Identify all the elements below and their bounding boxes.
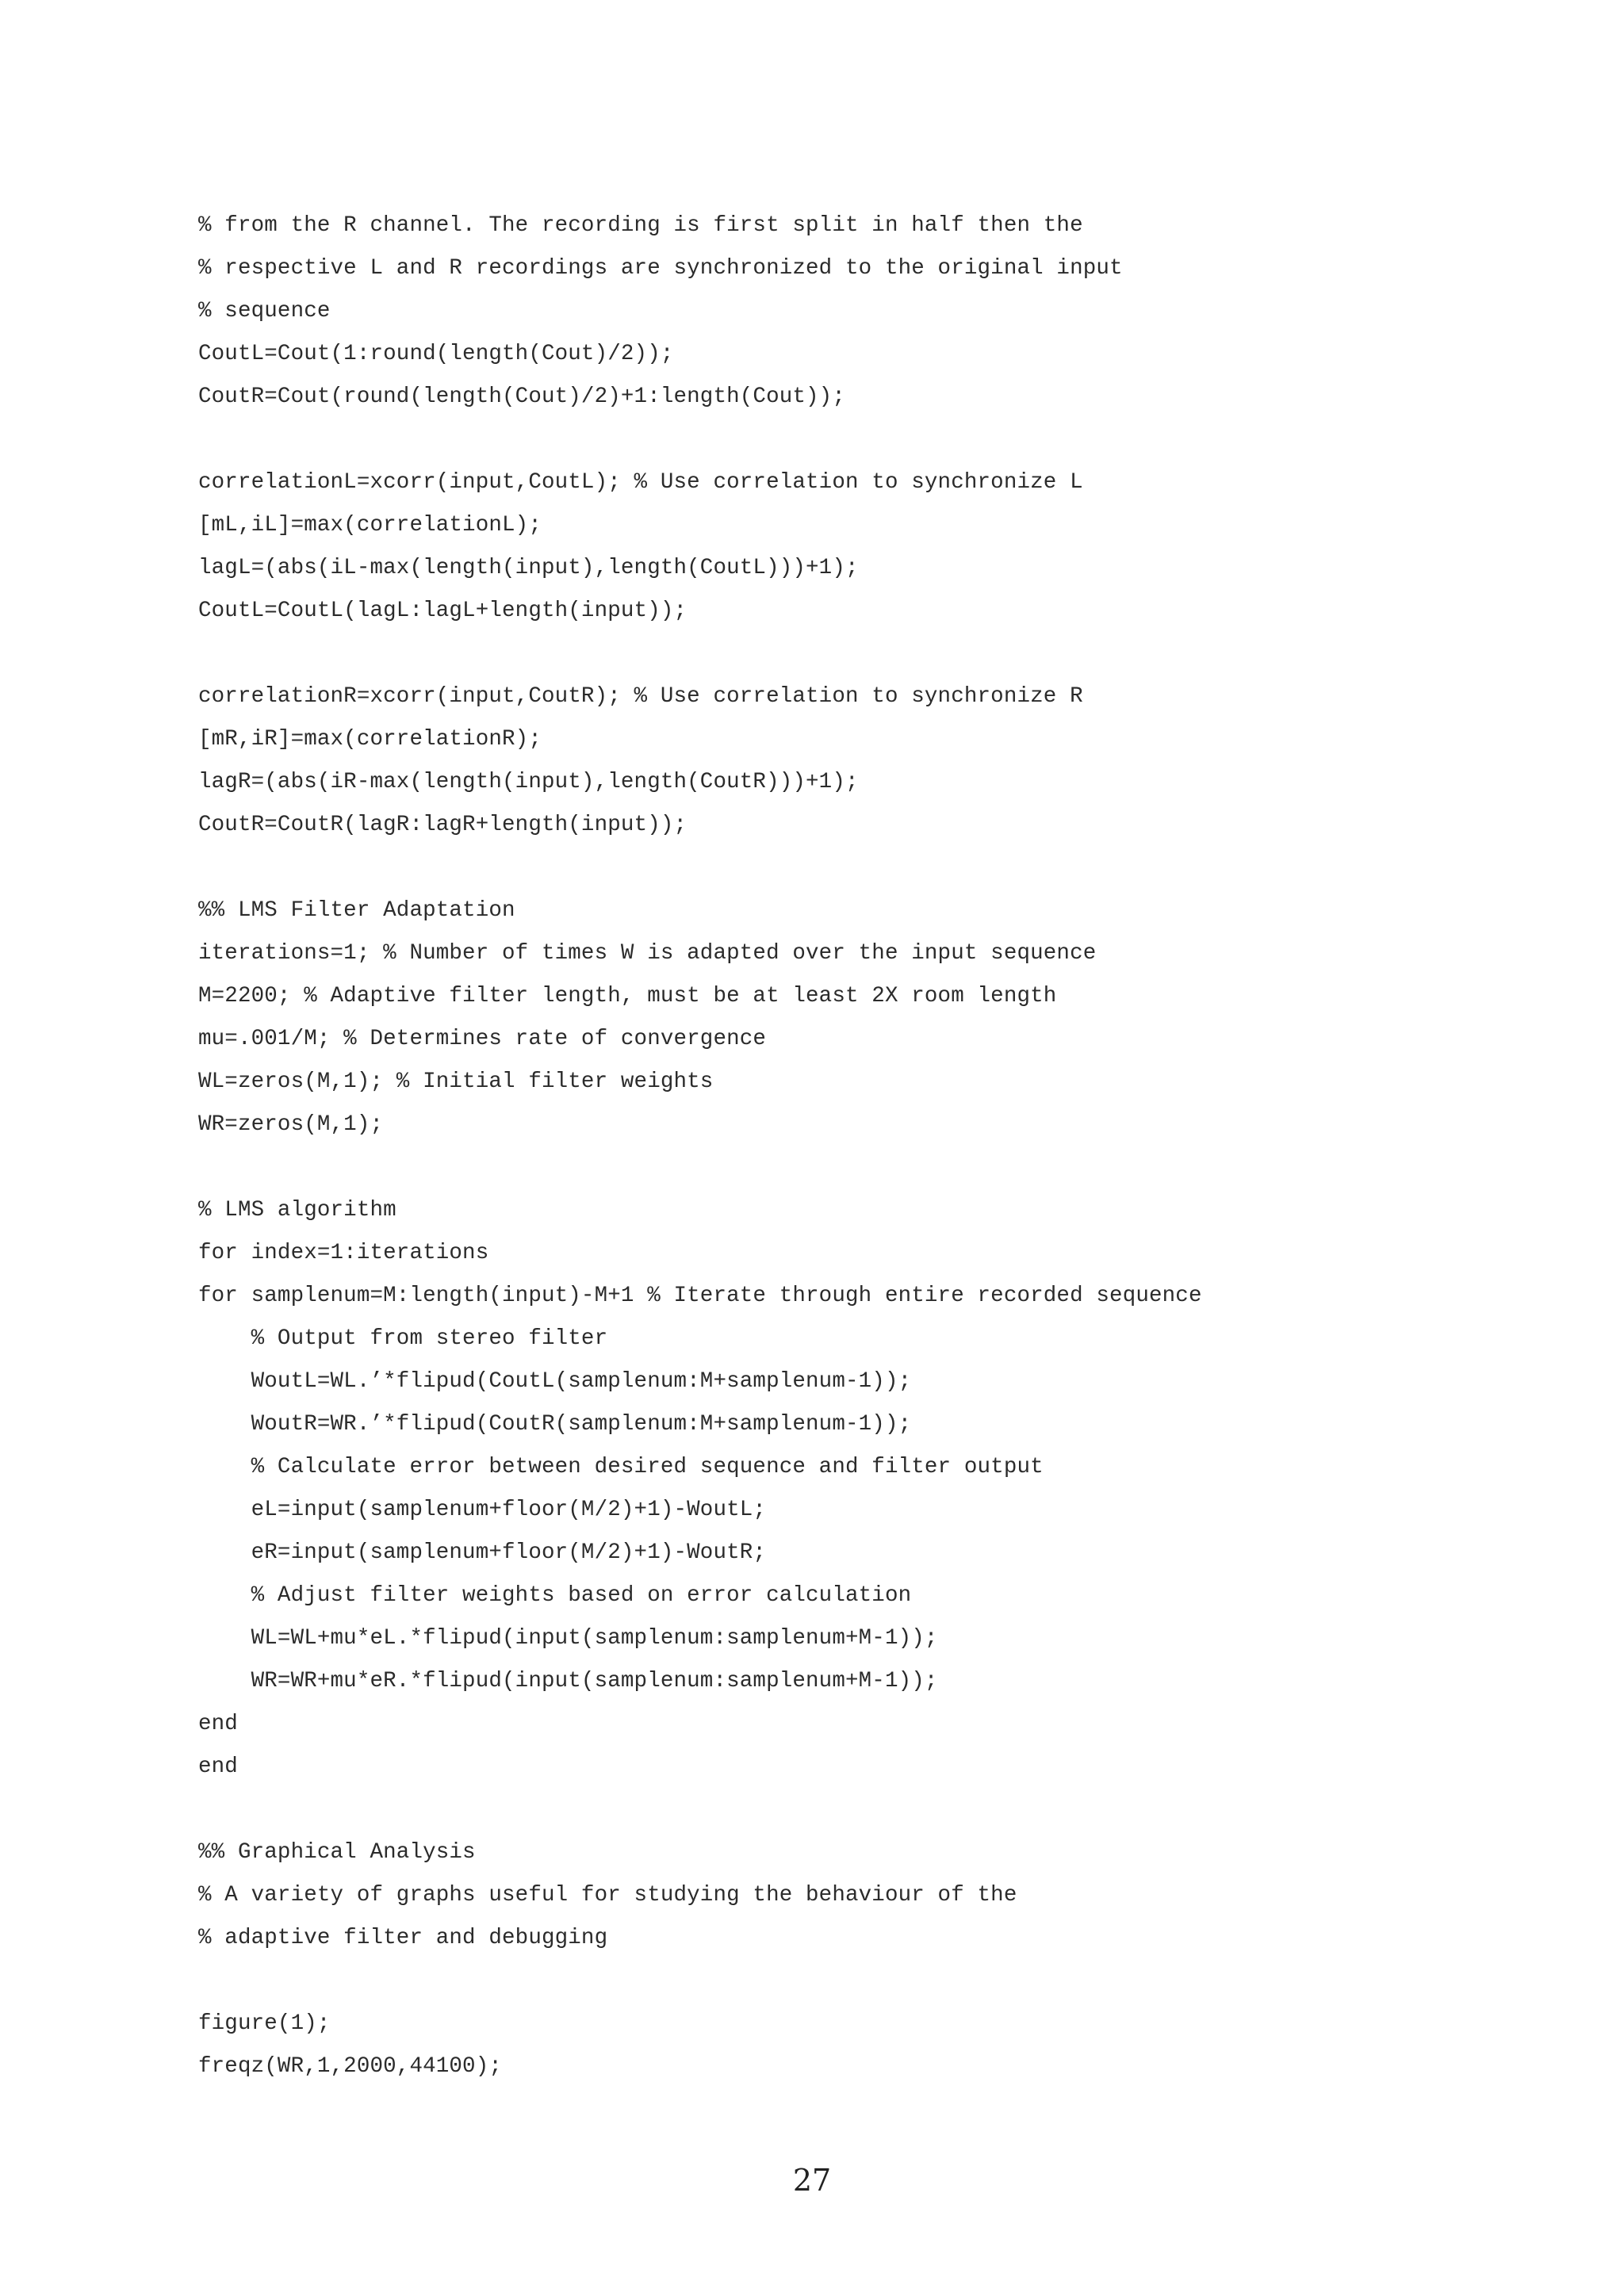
code-line: % Calculate error between desired sequence and filter output [198, 1455, 1044, 1479]
code-line: % LMS algorithm [198, 1198, 396, 1223]
code-line: %% Graphical Analysis [198, 1840, 476, 1865]
code-line: CoutR=Cout(round(length(Cout)/2)+1:length(Cout)); [198, 385, 845, 409]
code-line: %% LMS Filter Adaptation [198, 898, 515, 923]
blank-line [198, 1789, 1546, 1831]
code-line: iterations=1; % Number of times W is adapted over the input sequence [198, 941, 1097, 966]
code-line: CoutR=CoutR(lagR:lagR+length(input)); [198, 813, 688, 837]
code-line: eR=input(samplenum+floor(M/2)+1)-WoutR; [198, 1540, 767, 1565]
blank-line [198, 1960, 1546, 2003]
blank-line [198, 847, 1546, 890]
code-line: CoutL=CoutL(lagL:lagL+length(input)); [198, 599, 688, 623]
code-line: lagR=(abs(iR-max(length(input),length(CoutR)))+1); [198, 770, 859, 794]
code-line: eL=input(samplenum+floor(M/2)+1)-WoutL; [198, 1498, 767, 1522]
code-line: figure(1); [198, 2011, 331, 2036]
code-line: WL=WL+mu*eL.*flipud(input(samplenum:samplenum+M-1)); [198, 1626, 938, 1651]
code-line: WoutR=WR.’*flipud(CoutR(samplenum:M+samplenum-1)); [198, 1412, 912, 1437]
code-line: mu=.001/M; % Determines rate of convergence [198, 1027, 767, 1051]
blank-line [198, 633, 1546, 675]
code-line: freqz(WR,1,2000,44100); [198, 2054, 503, 2079]
code-line: % from the R channel. The recording is first split in half then the [198, 213, 1083, 238]
code-line: % adaptive filter and debugging [198, 1926, 608, 1950]
page-number: 27 [792, 2163, 832, 2198]
blank-line [198, 1146, 1546, 1189]
code-line: for index=1:iterations [198, 1241, 489, 1265]
code-line: [mR,iR]=max(correlationR); [198, 727, 542, 752]
code-line: CoutL=Cout(1:round(length(Cout)/2)); [198, 342, 674, 366]
code-line: end [198, 1755, 238, 1779]
code-line: WR=WR+mu*eR.*flipud(input(samplenum:samplenum+M-1)); [198, 1669, 938, 1693]
code-line: WL=zeros(M,1); % Initial filter weights [198, 1070, 714, 1094]
code-line: correlationL=xcorr(input,CoutL); % Use correlation to synchronize L [198, 470, 1083, 495]
code-line: % respective L and R recordings are synchronized to the original input [198, 256, 1123, 281]
code-line: lagL=(abs(iL-max(length(input),length(CoutL)))+1); [198, 556, 859, 580]
code-listing [198, 205, 1546, 2088]
code-line: % Output from stereo filter [198, 1326, 608, 1351]
code-line: % Adjust filter weights based on error calculation [198, 1583, 912, 1608]
code-line: [mL,iL]=max(correlationL); [198, 513, 542, 538]
code-line: % A variety of graphs useful for studying the behaviour of the [198, 1883, 1017, 1908]
code-line: WoutL=WL.’*flipud(CoutL(samplenum:M+samplenum-1)); [198, 1369, 912, 1394]
code-line: % sequence [198, 299, 331, 323]
code-line: correlationR=xcorr(input,CoutR); % Use correlation to synchronize R [198, 684, 1083, 709]
code-line: M=2200; % Adaptive filter length, must be at least 2X room length [198, 984, 1057, 1008]
blank-line [198, 419, 1546, 461]
code-line: WR=zeros(M,1); [198, 1112, 384, 1137]
code-line: end [198, 1712, 238, 1736]
code-line: for samplenum=M:length(input)-M+1 % Iterate through entire recorded sequence [198, 1284, 1202, 1308]
